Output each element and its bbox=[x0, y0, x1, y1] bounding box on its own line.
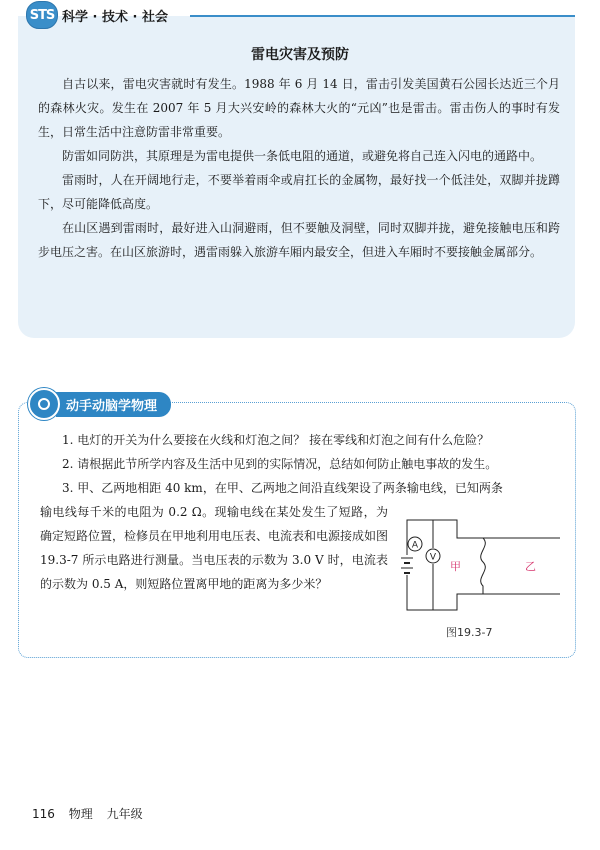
question-2: 2. 请根据此节所学内容及生活中见到的实际情况，总结如何防止触电事故的发生。 bbox=[62, 457, 498, 471]
question-1: 1. 电灯的开关为什么要接在火线和灯泡之间？ 接在零线和灯泡之间有什么危险？ bbox=[62, 433, 490, 447]
article-paragraph: 在山区遇到雷雨时，最好进入山洞避雨，但不要触及洞壁，同时双脚并拢，避免接触电压和跨步电压之害。在山区旅游时，遇雷雨躲入旅游车厢内最安全，但进入车厢时不要接触金属部分。 bbox=[38, 221, 560, 259]
article-title: 雷电灾害及预防 bbox=[251, 47, 349, 63]
ammeter-icon bbox=[408, 537, 422, 551]
target-icon bbox=[28, 388, 60, 420]
location-yi-label: 乙 bbox=[525, 560, 536, 573]
page-number: 116 bbox=[32, 807, 55, 821]
location-jia-label: 甲 bbox=[450, 560, 461, 573]
subject-label: 物理 bbox=[68, 807, 93, 821]
grade-label: 九年级 bbox=[106, 807, 143, 821]
exercise-header bbox=[28, 388, 171, 420]
page-footer bbox=[32, 805, 153, 822]
question-3-rest: 输电线每千米的电阻为 0.2 Ω。现输电线在某处发生了短路，为确定短路位置，检修员在甲地利用电压表、电流表和电源接成如图 19.3-7 所示电路进行测量。当电压表的示数为 3.0 V 时，电流表的示数为 0.5 A，则短路位置离甲地的距离为多少米？ bbox=[40, 505, 389, 591]
sts-logo: STS bbox=[26, 1, 58, 29]
voltmeter-label: V bbox=[429, 552, 437, 563]
voltmeter-icon bbox=[426, 549, 440, 563]
sts-header-rule bbox=[190, 15, 575, 17]
circuit-diagram bbox=[395, 510, 575, 620]
figure-caption: 图19.3-7 bbox=[446, 626, 493, 639]
battery-icon bbox=[401, 558, 413, 573]
article-paragraph: 防雷如同防洪，其原理是为雷电提供一条低电阻的通道，或避免将自己连入闪电的通路中。 bbox=[62, 149, 543, 163]
short-circuit-wire bbox=[481, 538, 486, 594]
sts-section-title: 科学 · 技术 · 社会 bbox=[62, 9, 168, 25]
article-body bbox=[38, 72, 560, 264]
article-paragraph: 雷雨时，人在开阔地行走，不要举着雨伞或肩扛长的金属物，最好找一个低洼处，双脚并拢蹲下，尽可能降低高度。 bbox=[38, 173, 560, 211]
sts-header bbox=[26, 2, 168, 28]
ammeter-label: A bbox=[411, 540, 419, 551]
article-paragraph: 自古以来，雷电灾害就时有发生。1988 年 6 月 14 日，雷击引发美国黄石公园长达近三个月的森林火灾。发生在 2007 年 5 月大兴安岭的森林大火的“元凶”也是雷击。雷击伤人的事时有发生，日常生活中注意防雷非常重要。 bbox=[38, 77, 560, 139]
exercise-title: 动手动脑学物理 bbox=[56, 392, 171, 417]
question-3-first-line: 3. 甲、乙两地相距 40 km，在甲、乙两地之间沿直线架设了两条输电线，已知两条 bbox=[62, 481, 503, 495]
